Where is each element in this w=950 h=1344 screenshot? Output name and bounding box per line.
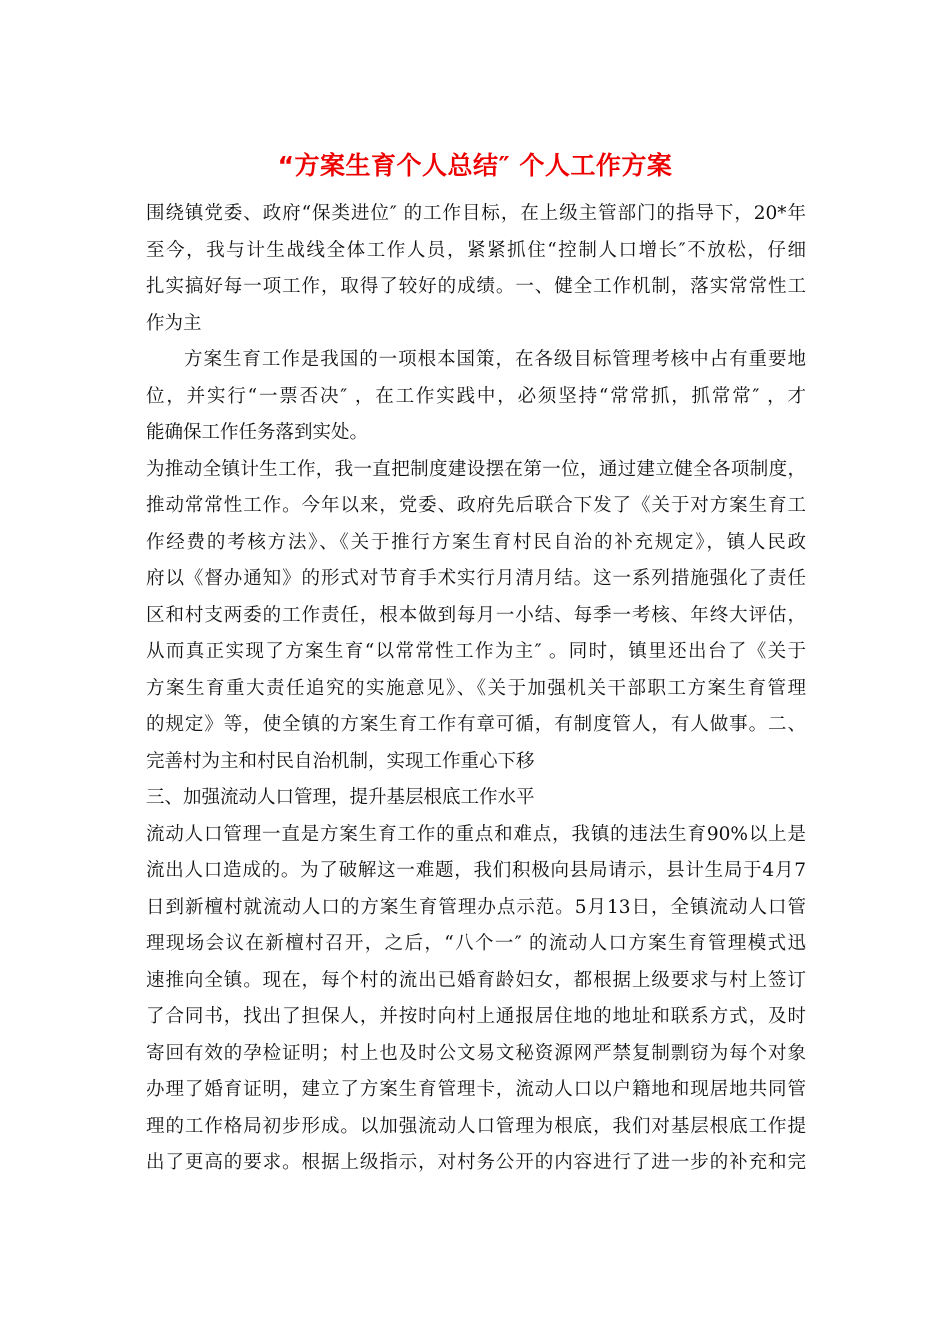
text-line: 寄回有效的孕检证明；村上也及时公文易文秘资源网严禁复制剽窃为每个对象 xyxy=(146,1042,806,1064)
text-line: 流出人口造成的。为了破解这一难题，我们积极向县局请示，县计生局于4月7 xyxy=(146,860,806,881)
text-line: 方案生育重大责任追究的实施意见》、《关于加强机关干部职工方案生育管理 xyxy=(146,677,806,699)
text-line: 出了更高的要求。根据上级指示，对村务公开的内容进行了进一步的补充和完 xyxy=(146,1152,806,1173)
text-line: 作为主 xyxy=(146,312,202,334)
text-line: 从而真正实现了方案生育“以常常性工作为主″ 。同时，镇里还出台了《关于 xyxy=(146,641,806,662)
text-line: 速推向全镇。现在，每个村的流出已婚育龄妇女，都根据上级要求与村上签订 xyxy=(146,969,806,991)
text-line: 扎实搞好每一项工作，取得了较好的成绩。一、健全工作机制，落实常常性工 xyxy=(146,276,806,297)
text-line: 作经费的考核方法》、《关于推行方案生育村民自治的补充规定》，镇人民政 xyxy=(146,531,806,553)
section-heading: 三、加强流动人口管理，提升基层根底工作水平 xyxy=(146,787,535,808)
text-line: 推动常常性工作。今年以来，党委、政府先后联合下发了《关于对方案生育工 xyxy=(146,495,806,516)
text-line: 的规定》等，使全镇的方案生育工作有章可循，有制度管人，有人做事。二、 xyxy=(146,714,806,735)
text-line: 至今，我与计生战线全体工作人员，紧紧抓住“控制人口增长″不放松，仔细 xyxy=(146,239,806,261)
text-line: 能确保工作任务落到实处。 xyxy=(146,422,369,443)
text-line: 完善村为主和村民自治机制，实现工作重心下移 xyxy=(146,750,535,772)
document-body xyxy=(146,196,806,1182)
text-line: 为推动全镇计生工作，我一直把制度建设摆在第一位，通过建立健全各项制度， xyxy=(146,458,806,480)
text-line: 方案生育工作是我国的一项根本国策，在各级目标管理考核中占有重要地 xyxy=(184,349,806,370)
text-line: 办理了婚育证明，建立了方案生育管理卡，流动人口以户籍地和现居地共同管 xyxy=(146,1079,806,1100)
document-title: “方案生育个人总结″ 个人工作方案 xyxy=(277,151,673,180)
text-line: 围绕镇党委、政府“保类进位″ 的工作目标，在上级主管部门的指导下，20*年 xyxy=(146,203,806,224)
text-line: 理现场会议在新檀村召开，之后，“八个一″ 的流动人口方案生育管理模式迅 xyxy=(146,933,806,954)
text-line: 流动人口管理一直是方案生育工作的重点和难点，我镇的违法生育90%以上是 xyxy=(146,823,806,845)
text-line: 日到新檀村就流动人口的方案生育管理办点示范。5月13日，全镇流动人口管 xyxy=(146,896,806,918)
text-line: 理的工作格局初步形成。以加强流动人口管理为根底，我们对基层根底工作提 xyxy=(146,1115,806,1137)
text-line: 了合同书，找出了担保人，并按时向村上通报居住地的地址和联系方式，及时 xyxy=(146,1006,806,1027)
text-line: 区和村支两委的工作责任，根本做到每月一小结、每季一考核、年终大评估， xyxy=(146,604,806,626)
text-line: 位，并实行“一票否决″ ，在工作实践中，必须坚持“常常抓，抓常常″ ，才 xyxy=(146,385,806,407)
text-line: 府以《督办通知》的形式对节育手术实行月清月结。这一系列措施强化了责任 xyxy=(146,568,806,589)
